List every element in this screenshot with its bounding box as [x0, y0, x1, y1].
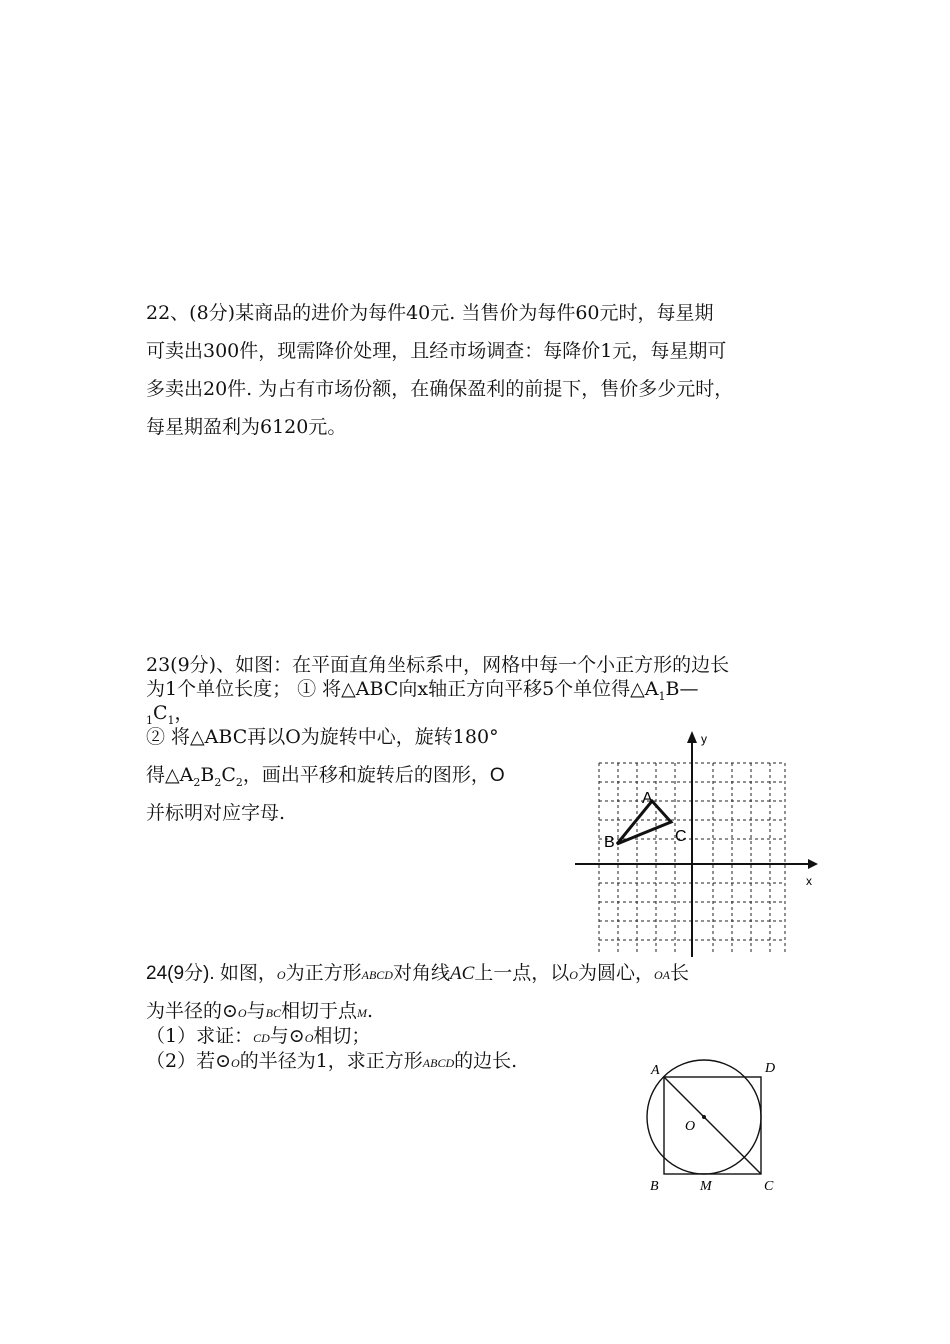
diagonal-ac — [664, 1077, 761, 1174]
q23-line-5: 得$\triangle A_2B_2C_2$，画出平移和旋转后的图形，O — [146, 764, 505, 789]
q23-line-2: 为1个单位长度； ① 将△ABC向x轴正方向平移5个单位得$\triangle A_1B—$ — [146, 678, 699, 703]
q23-coordinate-grid-figure — [570, 725, 830, 965]
point-label-a: A — [642, 790, 653, 807]
q24-line-1: 24(9分). 如图，O为正方形ABCD对角线AC上一点，以O为圆心，OA长 — [146, 962, 689, 984]
x-axis-arrow-icon — [808, 859, 818, 869]
q22-line-3: 多卖出20件. 为占有市场份额，在确保盈利的前提下，售价多少元时， — [146, 378, 734, 400]
q24-line-3: （1）求证：CD与⊙O相切； — [146, 1025, 371, 1047]
vertex-label-d: D — [765, 1061, 776, 1076]
vertex-label-b: B — [650, 1179, 659, 1194]
q23-line-1: 23(9分)、如图：在平面直角坐标系中，网格中每一个小正方形的边长 — [146, 654, 730, 676]
q22-line-4: 每星期盈利为6120元。 — [146, 416, 347, 438]
origin-label-o: O — [489, 765, 505, 786]
triangle-abc — [617, 801, 671, 844]
point-label-b: B — [604, 834, 615, 851]
vertex-label-a: A — [651, 1063, 660, 1078]
q24-line-4: （2）若⊙O的半径为1，求正方形ABCD的边长. — [146, 1050, 518, 1072]
axis-label-x: x — [806, 874, 812, 888]
q24-line-2: 为半径的⊙O与BC相切于点M. — [146, 1000, 374, 1022]
center-label-o: O — [685, 1119, 696, 1134]
tangent-point-label-m: M — [700, 1179, 712, 1194]
q23-line-6: 并标明对应字母. — [146, 802, 286, 824]
q23-line-3: $_1C_1$， — [146, 702, 194, 727]
vertex-label-c: C — [764, 1179, 774, 1194]
axis-label-y: y — [701, 732, 707, 746]
q24-square-circle-figure — [640, 1055, 800, 1205]
q22-line-2: 可卖出300件，现需降价处理，且经市场调查：每降价1元，每星期可 — [146, 340, 727, 362]
point-label-c: C — [675, 828, 687, 845]
y-axis-arrow-icon — [687, 731, 697, 743]
center-point-o — [702, 1115, 706, 1119]
q23-line-4: ② 将△ABC再以O为旋转中心，旋转180° — [146, 726, 499, 748]
q22-line-1: 22、(8分)某商品的进价为每件40元. 当售价为每件60元时，每星期 — [146, 302, 714, 324]
